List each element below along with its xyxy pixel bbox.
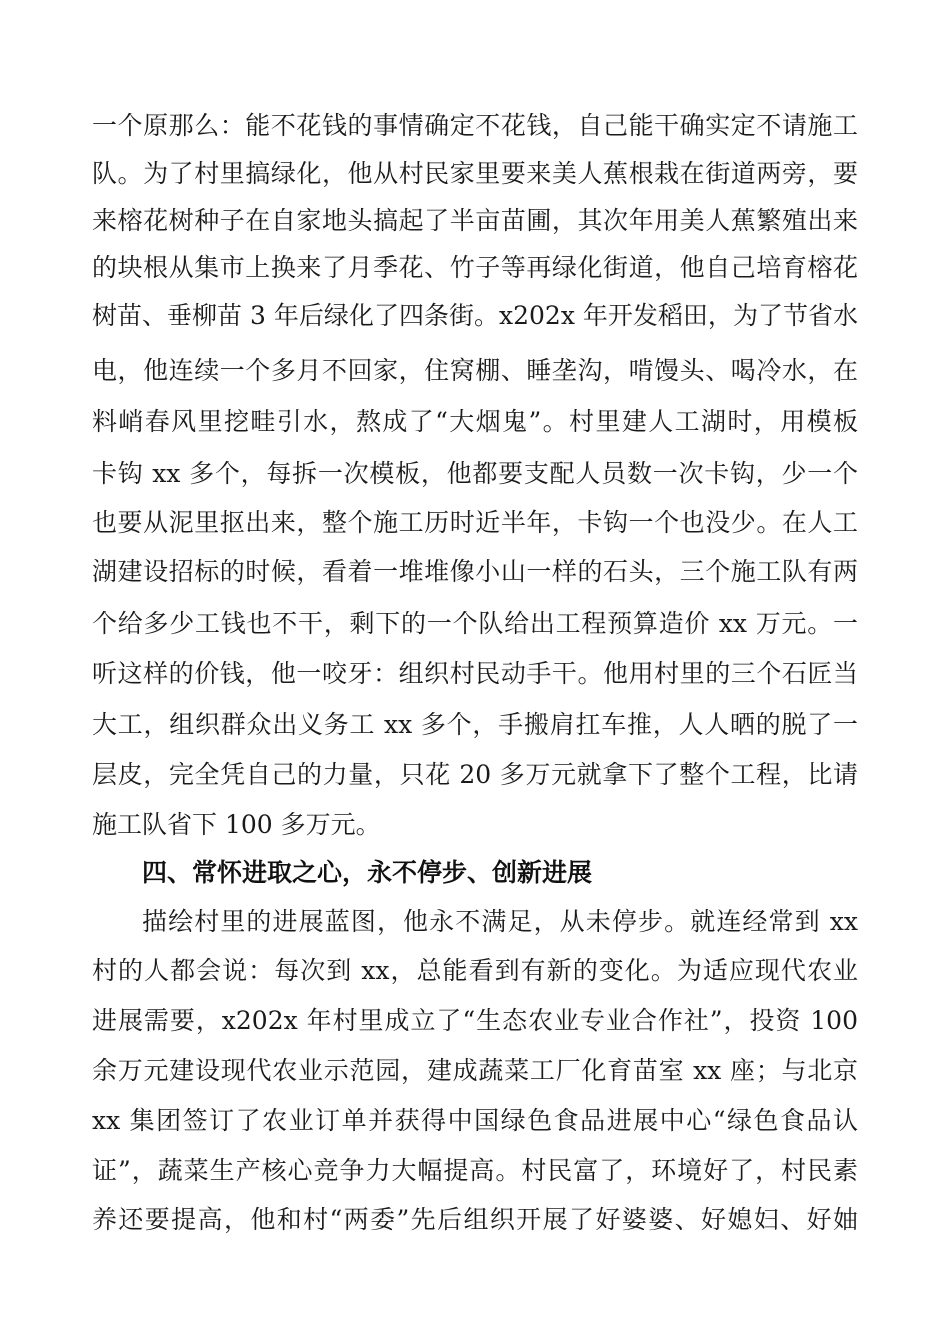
paragraph-line: 证”，蔬菜生产核心竞争力大幅提高。村民富了，环境好了，村民素 bbox=[92, 1156, 858, 1185]
paragraph-line: 大工，组织群众出义务工 xx 多个，手搬肩扛车推，人人晒的脱了一 bbox=[92, 710, 858, 739]
paragraph-line: 听这样的价钱，他一咬牙：组织村民动手干。他用村里的三个石匠当 bbox=[92, 659, 858, 688]
paragraph-line: 树苗、垂柳苗 3 年后绿化了四条街。x202x 年开发稻田，为了节省水 bbox=[92, 301, 858, 330]
paragraph-line: 一个原那么：能不花钱的事情确定不花钱，自己能干确实定不请施工 bbox=[92, 111, 858, 140]
paragraph-line: 施工队省下 100 多万元。 bbox=[92, 810, 381, 839]
paragraph-line: 个给多少工钱也不干，剩下的一个队给出工程预算造价 xx 万元。一 bbox=[92, 609, 858, 638]
paragraph-line: 湖建设招标的时候，看着一堆堆像小山一样的石头，三个施工队有两 bbox=[92, 557, 858, 586]
paragraph-line: 层皮，完全凭自己的力量，只花 20 多万元就拿下了整个工程，比请 bbox=[92, 760, 858, 789]
paragraph-line: 养还要提高，他和村“两委”先后组织开展了好婆婆、好媳妇、好妯 bbox=[92, 1205, 858, 1234]
section-heading: 四、常怀进取之心，永不停步、创新进展 bbox=[142, 858, 593, 887]
paragraph-line: 村的人都会说：每次到 xx，总能看到有新的变化。为适应现代农业 bbox=[92, 956, 858, 985]
paragraph-line: 进展需要，x202x 年村里成立了“生态农业专业合作社”，投资 100 bbox=[92, 1006, 858, 1035]
paragraph-line: 描绘村里的进展蓝图，他永不满足，从未停步。就连经常到 xx bbox=[142, 907, 858, 936]
paragraph-line: xx 集团签订了农业订单并获得中国绿色食品进展中心“绿色食品认 bbox=[92, 1106, 858, 1135]
paragraph-line: 来榕花树种子在自家地头搞起了半亩苗圃，其次年用美人蕉繁殖出来 bbox=[92, 206, 858, 235]
paragraph-line: 料峭春风里挖畦引水，熬成了“大烟鬼”。村里建人工湖时，用模板 bbox=[92, 407, 858, 436]
paragraph-line: 的块根从集市上换来了月季花、竹子等再绿化街道，他自己培育榕花 bbox=[92, 253, 858, 282]
paragraph-line: 队。为了村里搞绿化，他从村民家里要来美人蕉根栽在街道两旁，要 bbox=[92, 159, 858, 188]
paragraph-line: 电，他连续一个多月不回家，住窝棚、睡垄沟，啃馒头、喝冷水，在 bbox=[92, 356, 858, 385]
paragraph-line: 卡钩 xx 多个，每拆一次模板，他都要支配人员数一次卡钩，少一个 bbox=[92, 459, 858, 488]
paragraph-line: 也要从泥里抠出来，整个施工历时近半年，卡钩一个也没少。在人工 bbox=[92, 508, 858, 537]
paragraph-line: 余万元建设现代农业示范园，建成蔬菜工厂化育苗室 xx 座；与北京 bbox=[92, 1056, 858, 1085]
